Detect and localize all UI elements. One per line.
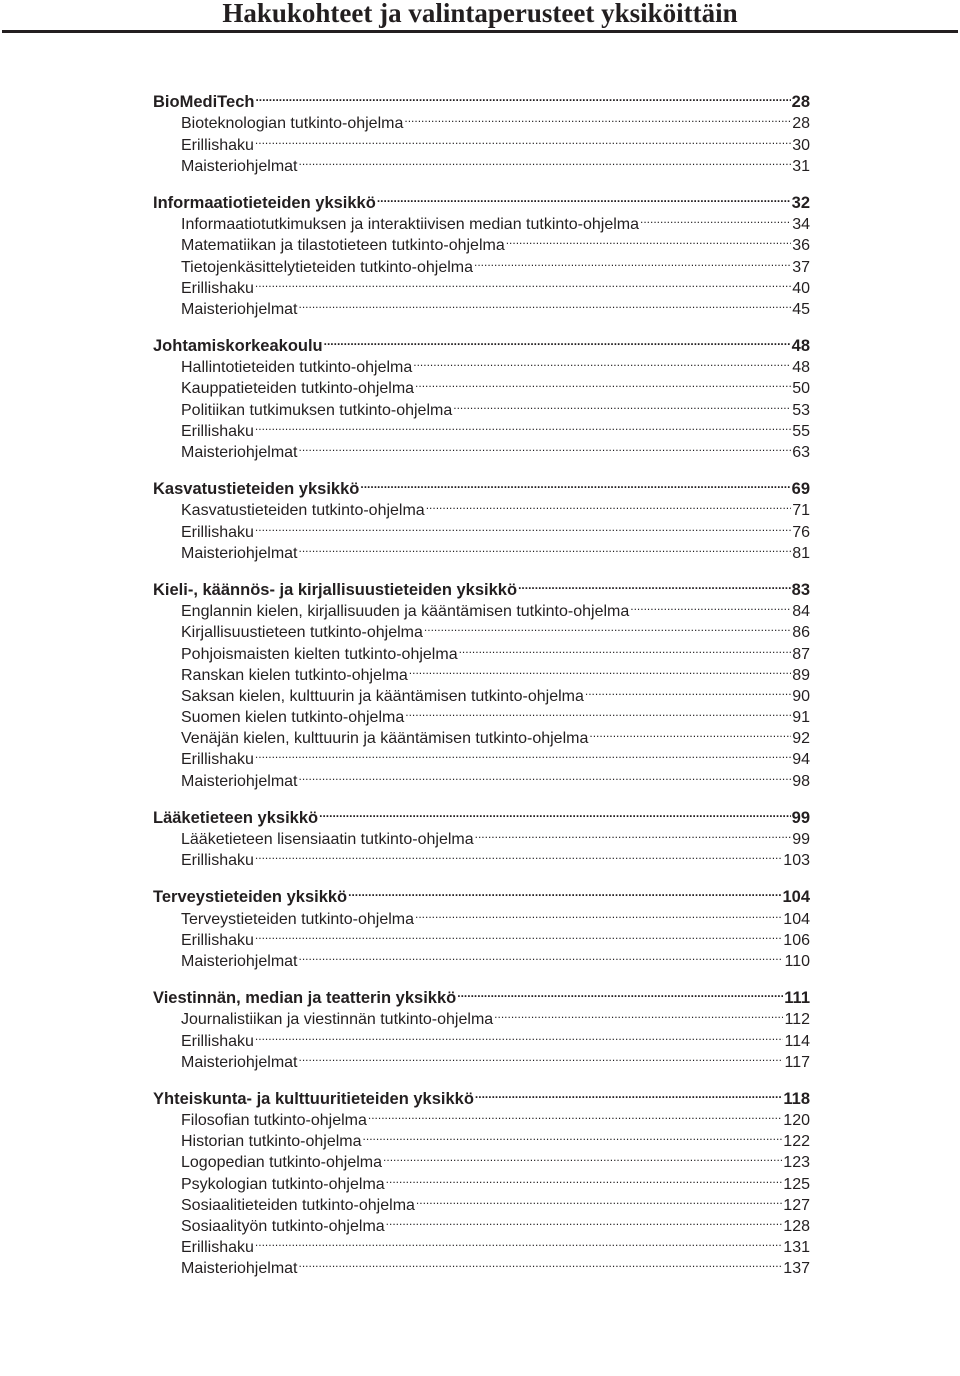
toc-entry-label: Erillishaku [181, 931, 254, 949]
toc-entry-label: Politiikan tutkimuksen tutkinto-ohjelma [181, 401, 453, 419]
page-number: 30 [792, 136, 810, 154]
page-number: 123 [783, 1154, 810, 1172]
page-number: 37 [792, 258, 810, 276]
page-number: 125 [783, 1175, 810, 1193]
toc-entry-label: Bioteknologian tutkinto-ohjelma [181, 115, 404, 133]
toc-section-heading[interactable] [153, 802, 810, 827]
toc-entry-label: Maisteriohjelmat [181, 772, 298, 790]
dot-leader [426, 494, 792, 515]
dot-leader [413, 351, 791, 372]
page-number: 87 [792, 645, 810, 663]
toc-entry-label: Ranskan kielen tutkinto-ohjelma [181, 666, 408, 684]
toc-entry-label: Suomen kielen tutkinto-ohjelma [181, 709, 405, 727]
toc-entry-label: Erillishaku [181, 279, 254, 297]
toc-entry-label: Erillishaku [181, 136, 254, 154]
dot-leader [404, 107, 791, 128]
dot-leader [255, 128, 791, 149]
page-number: 50 [792, 380, 810, 398]
toc-section [153, 1083, 810, 1278]
toc-entry-label: Sosiaalityön tutkinto-ohjelma [181, 1218, 385, 1235]
toc-section [153, 330, 810, 461]
page-number: 117 [784, 1053, 810, 1071]
toc-section-label: BioMediTech [153, 93, 255, 112]
page-number: 112 [784, 1011, 810, 1029]
page-number: 81 [792, 544, 810, 562]
toc-entry-label: Englannin kielen, kirjallisuuden ja kääntämisen tutkinto-ohjelma [181, 603, 630, 621]
page-number: 63 [792, 444, 810, 461]
page-title: Hakukohteet ja valintaperusteet yksiköittäin [222, 0, 738, 28]
title-rule [2, 30, 958, 33]
toc-section-heading[interactable] [153, 473, 810, 499]
toc-entry-label: Erillishaku [181, 523, 254, 541]
dot-leader [360, 473, 790, 494]
toc-entry-label: Historian tutkinto-ohjelma [181, 1133, 362, 1151]
page-number: 94 [792, 751, 810, 769]
toc-entry-label: Maisteriohjelmat [181, 1053, 298, 1071]
page-number: 128 [783, 1218, 810, 1235]
dot-leader [415, 902, 782, 923]
toc-entry-label: Erillishaku [181, 852, 254, 870]
dot-leader [298, 293, 791, 314]
toc-section [153, 473, 810, 562]
toc-section-heading[interactable] [153, 982, 810, 1008]
toc-entry-label: Maisteriohjelmat [181, 444, 298, 461]
page-number: 32 [791, 193, 810, 212]
page-number: 110 [784, 952, 810, 970]
dot-leader [255, 415, 791, 436]
toc-entry-label: Logopedian tutkinto-ohjelma [181, 1154, 383, 1172]
dot-leader [298, 1046, 783, 1067]
toc-section-heading[interactable] [153, 330, 810, 356]
page-number: 104 [783, 910, 810, 928]
dot-leader [386, 1210, 783, 1231]
dot-leader [630, 595, 791, 616]
toc-section [153, 187, 810, 318]
toc-section [153, 881, 810, 970]
toc-section-heading[interactable] [153, 86, 810, 112]
page-number: 99 [791, 808, 810, 827]
page-number: 103 [783, 852, 810, 870]
toc-section [153, 86, 810, 175]
dot-leader [255, 844, 782, 865]
page-number: 31 [792, 157, 810, 175]
page-number: 131 [783, 1239, 810, 1257]
toc-section [153, 574, 810, 790]
dot-leader [348, 881, 781, 902]
toc-entry-label: Venäjän kielen, kulttuurin ja kääntämisen tutkinto-ohjelma [181, 730, 589, 748]
page-number: 98 [792, 772, 810, 790]
dot-leader [319, 802, 791, 823]
dot-leader [518, 574, 791, 595]
toc-entry-label: Maisteriohjelmat [181, 544, 298, 562]
page-number: 48 [792, 359, 810, 377]
page-number: 76 [792, 523, 810, 541]
toc-entry-label: Tietojenkäsittelytieteiden tutkinto-ohjelma [181, 258, 474, 276]
toc-entry-label: Matematiikan ja tilastotieteen tutkinto-ohjelma [181, 237, 505, 255]
dot-leader [298, 436, 791, 457]
dot-leader [383, 1146, 782, 1167]
page-number: 104 [782, 888, 810, 907]
toc-entry-label: Erillishaku [181, 1239, 254, 1257]
toc-entry-label: Maisteriohjelmat [181, 952, 298, 970]
page-number: 40 [792, 279, 810, 297]
page-number: 34 [792, 216, 810, 234]
page-number: 120 [783, 1112, 810, 1130]
dot-leader [255, 743, 791, 764]
toc-entry-label: Kirjallisuustieteen tutkinto-ohjelma [181, 624, 423, 642]
toc-section-label: Informaatiotieteiden yksikkö [153, 193, 376, 212]
dot-leader [255, 515, 791, 536]
toc-section-label: Lääketieteen yksikkö [153, 808, 319, 827]
page-number: 99 [792, 831, 810, 848]
dot-leader [475, 823, 792, 844]
toc-section-label: Viestinnän, median ja teatterin yksikkö [153, 989, 457, 1008]
page-number: 122 [783, 1133, 810, 1151]
dot-leader [298, 945, 783, 966]
page-number: 36 [792, 237, 810, 255]
toc-section-label: Yhteiskunta- ja kulttuuritieteiden yksikkö [153, 1089, 474, 1108]
dot-leader [459, 637, 792, 658]
dot-leader [416, 1189, 782, 1210]
toc-section-heading[interactable] [153, 187, 810, 212]
dot-leader [255, 924, 782, 945]
dot-leader [255, 1024, 784, 1045]
page-number: 45 [792, 300, 810, 318]
toc-entry-label: Filosofian tutkinto-ohjelma [181, 1112, 367, 1130]
dot-leader [494, 1003, 783, 1024]
toc-section-label: Kasvatustieteiden yksikkö [153, 480, 360, 499]
toc-entry-label: Sosiaalitieteiden tutkinto-ohjelma [181, 1196, 415, 1214]
page-number: 53 [792, 401, 810, 419]
page-number: 69 [791, 480, 810, 499]
page-number: 118 [783, 1089, 810, 1108]
dot-leader [589, 722, 791, 743]
toc-section-label: Kieli-, käännös- ja kirjallisuustieteiden yksikkö [153, 580, 518, 599]
page-number: 83 [791, 580, 810, 599]
toc-entry-label: Maisteriohjelmat [181, 1260, 298, 1278]
toc-entry-label: Journalistiikan ja viestinnän tutkinto-ohjelma [181, 1011, 494, 1029]
dot-leader [457, 982, 783, 1003]
dot-leader [298, 764, 791, 785]
page-number: 48 [791, 337, 810, 356]
page-number: 55 [792, 422, 810, 440]
toc-entry-label: Terveystieteiden tutkinto-ohjelma [181, 910, 415, 928]
toc-entry-label: Erillishaku [181, 751, 254, 769]
toc-entry-label: Pohjoismaisten kielten tutkinto-ohjelma [181, 645, 458, 663]
toc-entry-label: Lääketieteen lisensiaatin tutkinto-ohjelma [181, 831, 474, 848]
toc-entry-label: Hallintotieteiden tutkinto-ohjelma [181, 359, 413, 377]
dot-leader [368, 1104, 782, 1125]
toc-entry-label: Saksan kielen, kulttuurin ja kääntämisen tutkinto-ohjelma [181, 687, 584, 705]
dot-leader [474, 250, 791, 271]
toc-section-heading[interactable] [153, 1083, 810, 1108]
dot-leader [363, 1125, 783, 1146]
page-number: 28 [791, 93, 810, 112]
toc-entry-label: Kasvatustieteiden tutkinto-ohjelma [181, 502, 425, 520]
dot-leader [298, 150, 791, 171]
dot-leader [475, 1083, 782, 1104]
toc-entry-label: Erillishaku [181, 422, 254, 440]
toc-section-heading[interactable] [153, 881, 810, 907]
dot-leader [506, 229, 791, 250]
page-number: 89 [792, 666, 810, 684]
toc-section [153, 982, 810, 1071]
toc-section [153, 802, 810, 870]
page-number: 92 [792, 730, 810, 748]
toc-section-heading[interactable] [153, 574, 810, 599]
page-number: 28 [792, 115, 810, 133]
dot-leader [585, 680, 791, 701]
dot-leader [405, 701, 791, 722]
toc-entry-label: Maisteriohjelmat [181, 157, 298, 175]
page-number: 137 [783, 1260, 810, 1278]
dot-leader [424, 616, 791, 637]
toc-entry-label: Maisteriohjelmat [181, 300, 298, 318]
toc-entry-label: Erillishaku [181, 1032, 254, 1050]
page-number: 86 [792, 624, 810, 642]
toc-entry-label: Informaatiotutkimuksen ja interaktiivisen median tutkinto-ohjelma [181, 216, 639, 234]
dot-leader [298, 1252, 782, 1273]
dot-leader [409, 659, 791, 680]
dot-leader [453, 393, 791, 414]
page-number: 71 [792, 502, 810, 520]
dot-leader [324, 330, 791, 351]
page-number: 106 [783, 931, 810, 949]
page-number: 127 [783, 1196, 810, 1214]
toc-entry-label: Kauppatieteiden tutkinto-ohjelma [181, 380, 415, 398]
page-number: 90 [792, 687, 810, 705]
dot-leader [255, 272, 791, 293]
dot-leader [298, 537, 791, 558]
table-of-contents [153, 86, 810, 1289]
dot-leader [377, 187, 791, 208]
dot-leader [255, 1231, 782, 1252]
dot-leader [415, 372, 791, 393]
toc-section-label: Johtamiskorkeakoulu [153, 337, 323, 356]
toc-section-label: Terveystieteiden yksikkö [153, 888, 348, 907]
page-number: 111 [784, 989, 810, 1008]
dot-leader [386, 1167, 783, 1188]
page-number: 91 [792, 709, 810, 727]
dot-leader [255, 86, 790, 107]
toc-entry-label: Psykologian tutkinto-ohjelma [181, 1175, 385, 1193]
page-number: 84 [792, 603, 810, 621]
page-number: 114 [784, 1032, 810, 1050]
dot-leader [640, 208, 791, 229]
